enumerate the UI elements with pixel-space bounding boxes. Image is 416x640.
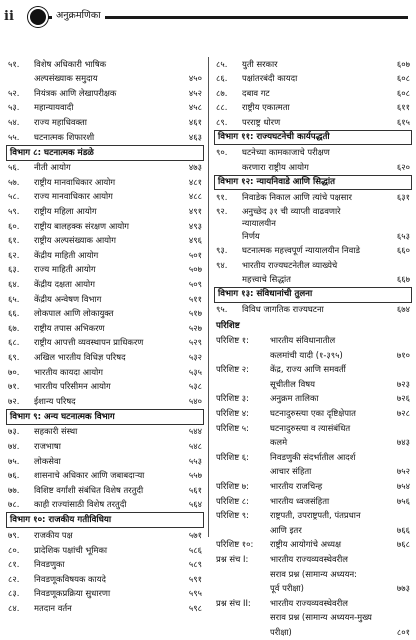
entry-number: ६२. [8, 249, 20, 260]
entry-number: ६१. [8, 235, 20, 246]
entry-number: प्रश्न संच II: [216, 597, 251, 608]
toc-entry[interactable] [6, 543, 204, 558]
entry-page-number: ४९१ [188, 206, 202, 217]
toc-entry[interactable] [6, 234, 204, 249]
entry-title: युती सरकार [242, 58, 278, 69]
toc-entry[interactable] [214, 86, 412, 101]
entry-page-number: ५४८ [188, 440, 202, 451]
toc-entry[interactable] [6, 86, 204, 101]
appendix-entry[interactable] [214, 333, 412, 348]
entry-number: ५६. [8, 162, 20, 173]
entry-number: ८५. [216, 58, 228, 69]
section-heading: विभाग १०: राजकीय गतीविधिया [6, 512, 204, 528]
entry-number: ७७. [8, 484, 20, 495]
entry-page-number: ७५६ [396, 495, 410, 506]
appendix-entry[interactable] [214, 581, 412, 596]
entry-title: निर्णय [242, 230, 260, 241]
entry-number: ५७. [8, 176, 20, 187]
entry-number: ८१. [8, 559, 20, 570]
entry-page-number: ४५८ [188, 102, 202, 113]
toc-entry[interactable] [6, 394, 204, 409]
entry-number: ६५. [8, 293, 20, 304]
appendix-entry[interactable] [214, 523, 412, 538]
entry-page-number: ७६८ [396, 539, 410, 550]
entry-page-number: ६७४ [396, 304, 410, 315]
entry-number: परिशिष्ट ९: [216, 510, 249, 521]
entry-page-number: ६६० [396, 245, 410, 256]
toc-entry[interactable] [6, 557, 204, 572]
toc-entry[interactable] [6, 57, 204, 72]
entry-title: राज्य मानवाधिकार आयोग [34, 191, 113, 202]
entry-number: ७१. [8, 381, 20, 392]
appendix-entry[interactable] [214, 567, 412, 582]
toc-entry[interactable] [6, 587, 204, 602]
entry-title: लोकपाल आणि लोकायुक्त [34, 308, 114, 319]
entry-number: ९४. [216, 259, 228, 270]
page-number: ii [4, 9, 14, 24]
toc-entry[interactable] [214, 229, 412, 244]
entry-title: पक्षांतरबंदी कायदा [242, 73, 298, 84]
toc-entry[interactable] [6, 601, 204, 616]
section-heading: विभाग १२: न्यायनिवाडे आणि सिद्धांत [214, 175, 412, 191]
entry-number: ७२. [8, 395, 20, 406]
section-heading: विभाग १३: संविधानांची तुलना [214, 287, 412, 303]
entry-page-number: ५३८ [188, 381, 202, 392]
entry-title: नियंत्रक आणि लेखापरीक्षक [34, 87, 117, 98]
entry-number: ९३. [216, 245, 228, 256]
toc-entry[interactable] [6, 307, 204, 322]
toc-entry[interactable] [6, 572, 204, 587]
entry-title: परराष्ट्र धोरण [242, 117, 281, 128]
entry-title: केंद्र, राज्य आणि समवर्ती [270, 364, 346, 375]
appendix-entry[interactable] [214, 348, 412, 363]
toc-entry[interactable] [6, 454, 204, 469]
entry-title: विविध जागतिक राज्यघटना [242, 304, 324, 315]
entry-page-number: ५९५ [188, 588, 202, 599]
appendix-entry[interactable] [214, 435, 412, 450]
entry-page-number: ६१५ [396, 117, 410, 128]
entry-number: ८०. [8, 544, 20, 555]
entry-title: भारतीय राज्यव्यवस्थेवरील [270, 553, 348, 564]
entry-title: भारतीय ध्वजसंहिता [270, 495, 330, 506]
toc-right-column [214, 57, 412, 640]
column-divider [208, 57, 209, 537]
section-heading: विभाग ८: घटनात्मक मंडळे [6, 145, 204, 161]
entry-page-number: ५३२ [188, 351, 202, 362]
entry-page-number: ४६३ [188, 131, 202, 142]
entry-title: सहकारी संस्था [34, 426, 78, 437]
entry-number: ८९. [216, 117, 228, 128]
entry-title: निवडणुका [34, 559, 65, 570]
entry-number: ७६. [8, 470, 20, 481]
entry-title: राष्ट्रीय एकात्मता [242, 102, 290, 113]
entry-number: ८६. [216, 73, 228, 84]
toc-entry[interactable] [214, 72, 412, 87]
section-heading: विभाग ९: अन्य घटनात्मक विभाग [6, 409, 204, 425]
appendix-entry[interactable] [214, 596, 412, 611]
appendix-entry[interactable] [214, 611, 412, 626]
entry-page-number: ५२७ [188, 322, 202, 333]
toc-entry[interactable] [6, 72, 204, 87]
toc-entry[interactable] [6, 277, 204, 292]
toc-entry[interactable] [214, 205, 412, 229]
entry-title: मतदान वर्तन [34, 602, 72, 613]
toc-entry[interactable] [6, 365, 204, 380]
entry-number: ७८. [8, 499, 20, 510]
appendix-entry[interactable] [214, 465, 412, 480]
appendix-entry[interactable] [214, 363, 412, 378]
entry-title: महान्यायवादी [34, 102, 74, 113]
running-title: अनुक्रमणिका [52, 8, 105, 21]
entry-page-number: ६०८ [396, 87, 410, 98]
entry-number: ६९. [8, 351, 20, 362]
toc-entry[interactable] [6, 190, 204, 205]
entry-number: ९५. [216, 304, 228, 315]
entry-number: ५३. [8, 102, 20, 113]
toc-entry[interactable] [6, 161, 204, 176]
appendix-entry[interactable] [214, 552, 412, 567]
toc-entry[interactable] [214, 101, 412, 116]
entry-page-number: ५६४ [188, 499, 202, 510]
entry-page-number: ५७१ [188, 529, 202, 540]
entry-title: दबाव गट [242, 87, 270, 98]
entry-number: ६६. [8, 308, 20, 319]
entry-title: सूचीतील विषय [270, 378, 315, 389]
entry-title: केंद्रीय माहिती आयोग [34, 249, 99, 260]
entry-page-number: ७४३ [396, 437, 410, 448]
entry-title: प्रादेशिक पक्षांची भूमिका [34, 544, 108, 555]
entry-number: ८४. [8, 602, 20, 613]
entry-page-number: ७१० [396, 349, 410, 360]
entry-number: ७९. [8, 529, 20, 540]
entry-page-number: ६०८ [396, 73, 410, 84]
entry-page-number: ५१७ [188, 308, 202, 319]
toc-entry[interactable] [214, 145, 412, 160]
entry-page-number: ७२८ [396, 407, 410, 418]
entry-page-number: ६११ [396, 102, 410, 113]
entry-title: राष्ट्रीय आयोगांचे अध्यक्ष [270, 539, 342, 550]
entry-title: लोकसेवा [34, 455, 61, 466]
entry-number: परिशिष्ट ५: [216, 422, 249, 433]
entry-number: परिशिष्ट १०: [216, 539, 254, 550]
entry-page-number: ४५० [188, 73, 202, 84]
entry-title: ईशान्य परिषद [34, 395, 76, 406]
entry-number: ५५. [8, 131, 20, 142]
toc-entry[interactable] [6, 101, 204, 116]
entry-page-number: ५९८ [188, 602, 202, 613]
entry-title: सराव प्रश्न (सामान्य अध्ययन-मुख्य [270, 612, 372, 623]
entry-title: अखिल भारतीय विधिज्ञ परिषद [34, 351, 126, 362]
entry-page-number: ६३१ [396, 191, 410, 202]
entry-title: केंद्रीय अन्वेषण विभाग [34, 293, 102, 304]
entry-title: राजभाषा [34, 440, 61, 451]
toc-entry[interactable] [214, 57, 412, 72]
entry-number: प्रश्न संच I: [216, 553, 249, 564]
section-heading: विभाग ११: राज्यघटनेची कार्यपद्धती [214, 130, 412, 146]
entry-title: कलमांची यादी (१-३९५) [270, 349, 343, 360]
entry-number: ९२. [216, 206, 228, 217]
entry-title: राज्य माहिती आयोग [34, 264, 96, 275]
entry-title: महत्त्वाचे सिद्धांत [242, 274, 291, 285]
entry-number: ८३. [8, 588, 20, 599]
entry-title: राज्य महाधिवक्ता [34, 117, 87, 128]
toc-entry[interactable] [6, 248, 204, 263]
entry-page-number: ४८१ [188, 176, 202, 187]
page-header [0, 0, 416, 34]
entry-page-number: ४६१ [188, 117, 202, 128]
toc-entry[interactable] [214, 115, 412, 130]
entry-number: ८८. [216, 102, 228, 113]
toc-entry[interactable] [6, 425, 204, 440]
entry-number: ६४. [8, 279, 20, 289]
appendix-entry[interactable] [214, 479, 412, 494]
entry-number: ५८. [8, 191, 20, 202]
toc-entry[interactable] [214, 303, 412, 318]
entry-page-number: ७६६ [396, 524, 410, 535]
entry-title: भारतीय परिसीमन आयोग [34, 381, 111, 392]
entry-number: परिशिष्ट ६: [216, 451, 249, 462]
entry-title: सराव प्रश्न (सामान्य अध्ययन: [270, 568, 357, 579]
entry-number: ६८. [8, 337, 20, 348]
entry-page-number: ७२३ [396, 378, 410, 389]
entry-page-number: ७२६ [396, 393, 410, 404]
entry-title: राष्ट्रीय महिला आयोग [34, 206, 97, 217]
entry-number: ७५. [8, 455, 20, 466]
entry-number: परिशिष्ट ४: [216, 407, 249, 418]
entry-number: ६०. [8, 220, 20, 231]
entry-number: ९१. [216, 191, 228, 202]
entry-title: अल्पसंख्याक समुदाय [34, 73, 98, 84]
toc-entry[interactable] [6, 379, 204, 394]
appendix-entry[interactable] [214, 508, 412, 523]
toc-entry[interactable] [214, 273, 412, 288]
entry-page-number: ७५२ [396, 466, 410, 477]
entry-title: काही राज्यांसाठी विशेष तरतुदी [34, 499, 127, 510]
entry-title: विशिष्ट वर्गांशी संबंधित विशेष तरतुदी [34, 484, 144, 495]
entry-number: ६७. [8, 322, 20, 333]
entry-title: राष्ट्रीय अल्पसंख्याक आयोग [34, 235, 116, 246]
toc-entry[interactable] [6, 336, 204, 351]
entry-page-number: ८०१ [396, 626, 410, 637]
entry-page-number: ५६१ [188, 484, 202, 495]
toc-entry[interactable] [6, 115, 204, 130]
header-emblem-icon [28, 7, 48, 27]
toc-entry[interactable] [214, 258, 412, 273]
entry-page-number: ६२० [396, 161, 410, 172]
entry-title: घटनेच्या कामकाजाचे परीक्षण [242, 147, 330, 158]
entry-page-number: ४९६ [188, 235, 202, 246]
entry-title: राष्ट्रीय तपास अभिकरण [34, 322, 105, 333]
entry-title: निवडणुकी संदर्भातील आदर्श [270, 451, 356, 462]
entry-title: भारतीय राजचिन्ह [270, 480, 323, 491]
entry-page-number: ७७३ [396, 583, 410, 594]
entry-page-number: ४७३ [188, 162, 202, 173]
entry-number: ९०. [216, 147, 228, 158]
entry-page-number: ५०७ [188, 264, 202, 275]
entry-title: राष्ट्रपती, उपराष्ट्रपती, पंतप्रधान [270, 510, 361, 521]
entry-title: कलमे [270, 437, 288, 448]
entry-number: ७४. [8, 440, 20, 451]
entry-number: परिशिष्ट २: [216, 364, 249, 375]
toc-entry[interactable] [6, 292, 204, 307]
entry-number: ८२. [8, 573, 20, 584]
entry-number: ५९. [8, 206, 20, 217]
toc-entry[interactable] [6, 130, 204, 145]
entry-number: ८७. [216, 87, 228, 98]
appendix-entry[interactable] [214, 625, 412, 640]
toc-entry[interactable] [6, 263, 204, 278]
entry-title: आणि इतर [270, 524, 302, 535]
entry-page-number: ५९१ [188, 573, 202, 584]
toc-entry[interactable] [6, 204, 204, 219]
entry-page-number: ६६७ [396, 274, 410, 285]
toc-entry[interactable] [214, 190, 412, 205]
entry-number: ५२. [8, 87, 20, 98]
entry-title: घटनादुरुस्त्या व त्यासंबंधित [270, 422, 351, 433]
entry-number: ५१. [8, 58, 20, 69]
entry-page-number: ५०१ [188, 249, 202, 260]
entry-number: ५४. [8, 117, 20, 128]
entry-number: ७३. [8, 426, 20, 437]
entry-page-number: ५८६ [188, 544, 202, 555]
entry-number: परिशिष्ट ८: [216, 495, 249, 506]
entry-page-number: ६०७ [396, 58, 410, 69]
entry-page-number: ५२९ [188, 337, 202, 348]
entry-title: भारतीय संविधानातील [270, 335, 336, 345]
entry-title: शासनाचे अधिकार आणि जबाबदाऱ्या [34, 470, 145, 481]
toc-entry[interactable] [6, 468, 204, 483]
entry-page-number: ५०९ [188, 279, 202, 289]
appendix-entry[interactable] [214, 494, 412, 509]
entry-title: राष्ट्रीय बालहक्क संरक्षण आयोग [34, 220, 130, 231]
entry-title: निवडणूकप्रक्रिया सुधारणा [34, 588, 111, 599]
entry-title: करणारा राष्ट्रीय आयोग [242, 161, 309, 172]
entry-title: राजकीय पक्ष [34, 529, 73, 540]
entry-title: राष्ट्रीय आपत्ती व्यवस्थापन प्राधिकरण [34, 337, 144, 348]
entry-page-number: ५४० [188, 395, 202, 406]
toc-entry[interactable] [6, 350, 204, 365]
toc-entry[interactable] [214, 160, 412, 175]
appendix-heading: परिशिष्ट [216, 321, 240, 332]
entry-title: निवडणूकविषयक कायदे [34, 573, 106, 584]
entry-title: केंद्रीय दक्षता आयोग [34, 279, 95, 289]
entry-title: पूर्व परीक्षा) [270, 583, 304, 594]
entry-number: परिशिष्ट ७: [216, 480, 249, 491]
entry-title: घटनात्मक महत्त्वपूर्ण न्यायालयीन निवाडे [242, 245, 360, 256]
entry-number: ७०. [8, 366, 20, 377]
entry-title: निवाडेक निकाल आणि त्यांचे पक्षसार [242, 191, 352, 202]
entry-page-number: ६५३ [396, 230, 410, 241]
entry-number: परिशिष्ट १: [216, 335, 249, 345]
entry-page-number: ४८८ [188, 191, 202, 202]
entry-page-number: ७५४ [396, 480, 410, 491]
entry-title: घटनादुरुस्त्या एका दृष्टिक्षेपात [270, 407, 356, 418]
entry-page-number: ४९३ [188, 220, 202, 231]
entry-title: भारतीय कायदा आयोग [34, 366, 103, 377]
entry-page-number: ५३५ [188, 366, 202, 377]
entry-title: राष्ट्रीय मानवाधिकार आयोग [34, 176, 116, 187]
appendix-entry[interactable] [214, 406, 412, 421]
appendix-entry[interactable] [214, 392, 412, 407]
entry-page-number: ५४४ [188, 426, 202, 437]
entry-page-number: ५५७ [188, 470, 202, 481]
appendix-entry[interactable] [214, 377, 412, 392]
entry-title: घटनात्मक शिफारशी [34, 131, 95, 142]
entry-number: परिशिष्ट ३: [216, 393, 249, 404]
toc-entry[interactable] [6, 175, 204, 190]
entry-title: नीती आयोग [34, 162, 71, 173]
entry-title: परीक्षा) [270, 626, 292, 637]
toc-entry[interactable] [6, 321, 204, 336]
appendix-entry[interactable] [214, 421, 412, 436]
entry-title: अनुक्रम तालिका [270, 393, 319, 404]
toc-entry[interactable] [6, 498, 204, 513]
toc-entry[interactable] [214, 243, 412, 258]
appendix-entry[interactable] [214, 450, 412, 465]
entry-title: भारतीय राज्यघटनेतील व्याख्येचे [242, 259, 338, 270]
toc-entry[interactable] [6, 528, 204, 543]
toc-entry[interactable] [6, 219, 204, 234]
entry-title: अनुच्छेद ३१ ची व्याप्ती वाढवणारे न्यायालयीन [242, 206, 341, 228]
entry-title: आचार संहिता [270, 466, 312, 477]
entry-page-number: ४५२ [188, 87, 202, 98]
entry-title: विशेष अधिकारी भाषिक [34, 58, 107, 69]
entry-number: ६३. [8, 264, 20, 275]
entry-page-number: ५५३ [188, 455, 202, 466]
toc-entry[interactable] [6, 483, 204, 498]
entry-page-number: ५११ [188, 293, 202, 304]
entry-title: भारतीय राज्यव्यवस्थेवरील [270, 597, 348, 608]
toc-left-column [6, 57, 204, 616]
entry-page-number: ५८९ [188, 559, 202, 570]
toc-entry[interactable] [6, 439, 204, 454]
